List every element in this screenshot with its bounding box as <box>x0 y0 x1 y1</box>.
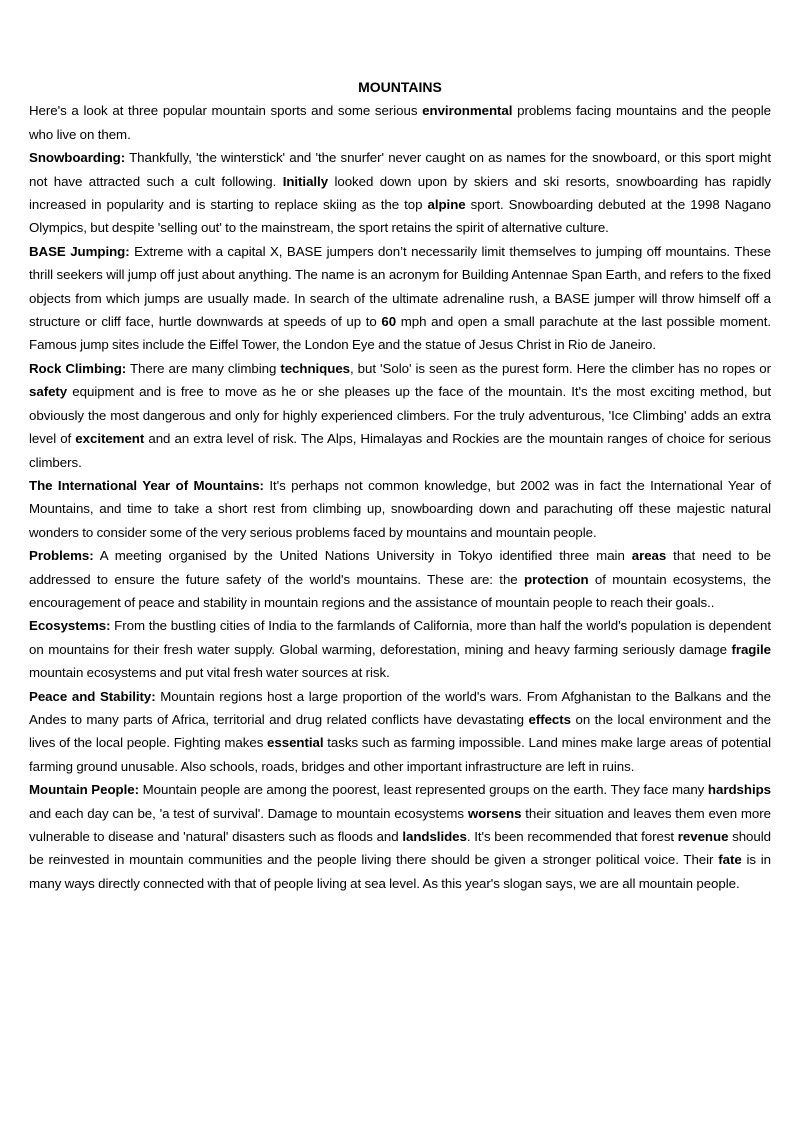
text-run: . It's been recommended that forest <box>466 829 678 844</box>
document-body <box>29 99 771 895</box>
paragraph <box>29 240 771 357</box>
text-run: sport. Snowboarding debuted at the 1998 Nagano Olympics, but despite 'selling out' to the mainstream, the sport retains the spirit of alternative culture. <box>29 197 772 236</box>
text-run: problems facing mountains and the people who live on them. <box>29 103 771 142</box>
bold-text: worsens <box>467 805 522 821</box>
bold-text: Ecosystems: <box>29 618 111 634</box>
document-title: MOUNTAINS <box>358 79 442 95</box>
text-run: tasks such as farming impossible. Land mines make large areas of potential farming ground unusable. Also schools, roads, bridges and other important infrastructure are left in ruins. <box>29 735 771 774</box>
text-run: equipment and is free to move as he or she pleases up the face of the mountain. It's the most exciting method, but obviously the most dangerous and only for highly experienced climbers. For the truly adventurous, 'Ice Climbing' adds an extra level of <box>29 384 771 447</box>
text-run: Here's a look at three popular mountain sports and some serious <box>29 103 423 119</box>
bold-text: landslides <box>402 829 467 844</box>
bold-text: 60 <box>381 314 397 330</box>
document-page <box>29 76 771 895</box>
paragraph <box>29 99 771 146</box>
bold-text: revenue <box>677 829 729 844</box>
text-run: and each day can be, 'a test of survival'. Damage to mountain ecosystems <box>29 805 468 821</box>
text-run: Extreme with a capital X, BASE jumpers don’t necessarily limit themselves to jumping off mountains. These thrill seekers will jump off just about anything. The name is an acronym for Building Antennae Span Earth, and refers to the fixed objects from which jumps are usually made. In search of the ultimate adrenaline rush, a BASE jumper will throw himself off a structure or cliff face, hurtle downwards at speeds of up to <box>29 243 771 330</box>
paragraph <box>29 146 771 240</box>
text-run: Mountain people are among the poorest, least represented groups on the earth. They face many <box>138 782 708 798</box>
bold-text: Peace and Stability: <box>29 688 156 704</box>
paragraph <box>29 544 771 614</box>
paragraph <box>29 474 771 544</box>
text-run: A meeting organised by the United Nations University in Tokyo identified three main <box>93 548 632 564</box>
paragraph <box>29 357 771 474</box>
text-run: is in many ways directly connected with that of people living at sea level. As this year's slogan says, we are all mountain people. <box>29 852 771 891</box>
bold-text: Mountain People: <box>29 782 139 798</box>
text-run: mph and open a small parachute at the last possible moment. Famous jump sites include the Eiffel Tower, the London Eye and the statue of Jesus Christ in Rio de Janeiro. <box>29 314 771 353</box>
text-run: Thankfully, 'the winterstick' and 'the snurfer' never caught on as names for the snowboard, or this sport might not have attracted such a cult following. <box>29 150 771 189</box>
bold-text: effects <box>528 711 571 727</box>
text-run: should be reinvested in mountain communities and the people living there should be given a stronger political voice. Their <box>29 829 771 868</box>
bold-text: protection <box>524 571 589 587</box>
bold-text: The International Year of Mountains: <box>29 477 264 493</box>
paragraph <box>29 614 771 684</box>
bold-text: essential <box>267 735 324 751</box>
bold-text: safety <box>29 384 68 400</box>
bold-text: excitement <box>75 431 145 447</box>
bold-text: areas <box>631 548 667 564</box>
text-run: on the local environment and the lives of the local people. Fighting makes <box>29 711 771 751</box>
text-run: There are many climbing <box>126 360 281 376</box>
bold-text: Problems: <box>29 548 94 564</box>
bold-text: hardships <box>707 782 771 798</box>
text-run: looked down upon by skiers and ski resorts, snowboarding has rapidly increased in popularity and is starting to replace skiing as the top <box>29 173 771 213</box>
text-run: mountain ecosystems and put vital fresh water sources at risk. <box>29 665 390 681</box>
bold-text: Snowboarding: <box>29 150 126 166</box>
text-run: , but 'Solo' is seen as the purest form. Here the climber has no ropes or <box>350 360 771 376</box>
bold-text: environmental <box>422 103 513 119</box>
text-run: Mountain regions host a large proportion of the world's wars. From Afghanistan to the Balkans and the Andes to many parts of Africa, territorial and drug related conflicts have devastating <box>29 688 772 727</box>
bold-text: techniques <box>280 360 351 376</box>
bold-text: fragile <box>731 641 771 657</box>
bold-text: alpine <box>427 197 466 213</box>
text-run: From the bustling cities of India to the farmlands of California, more than half the world's population is dependent on mountains for their fresh water supply. Global warming, deforestation, mining and heavy farming seriously damage <box>29 618 771 657</box>
text-run: that need to be addressed to ensure the future safety of the world's mountains. These are: the <box>29 548 771 587</box>
text-run: of mountain ecosystems, the encouragement of peace and stability in mountain regions and the assistance of mountain people to reach their goals.. <box>29 571 771 610</box>
text-run: and an extra level of risk. The Alps, Himalayas and Rockies are the mountain ranges of choice for serious climbers. <box>29 431 771 470</box>
bold-text: Initially <box>282 173 329 189</box>
bold-text: fate <box>718 852 742 868</box>
text-run: It's perhaps not common knowledge, but 2002 was in fact the International Year of Mountains, and time to take a short rest from climbing up, snowboarding down and parachuting off these majestic natural wonders to consider some of the very serious problems faced by mountains and mountain people. <box>29 477 771 540</box>
paragraph <box>29 685 771 779</box>
text-run: their situation and leaves them even more vulnerable to disease and 'natural' disasters such as floods and <box>29 805 771 844</box>
bold-text: BASE Jumping: <box>29 243 130 259</box>
bold-text: Rock Climbing: <box>29 360 127 376</box>
paragraph <box>29 778 771 895</box>
